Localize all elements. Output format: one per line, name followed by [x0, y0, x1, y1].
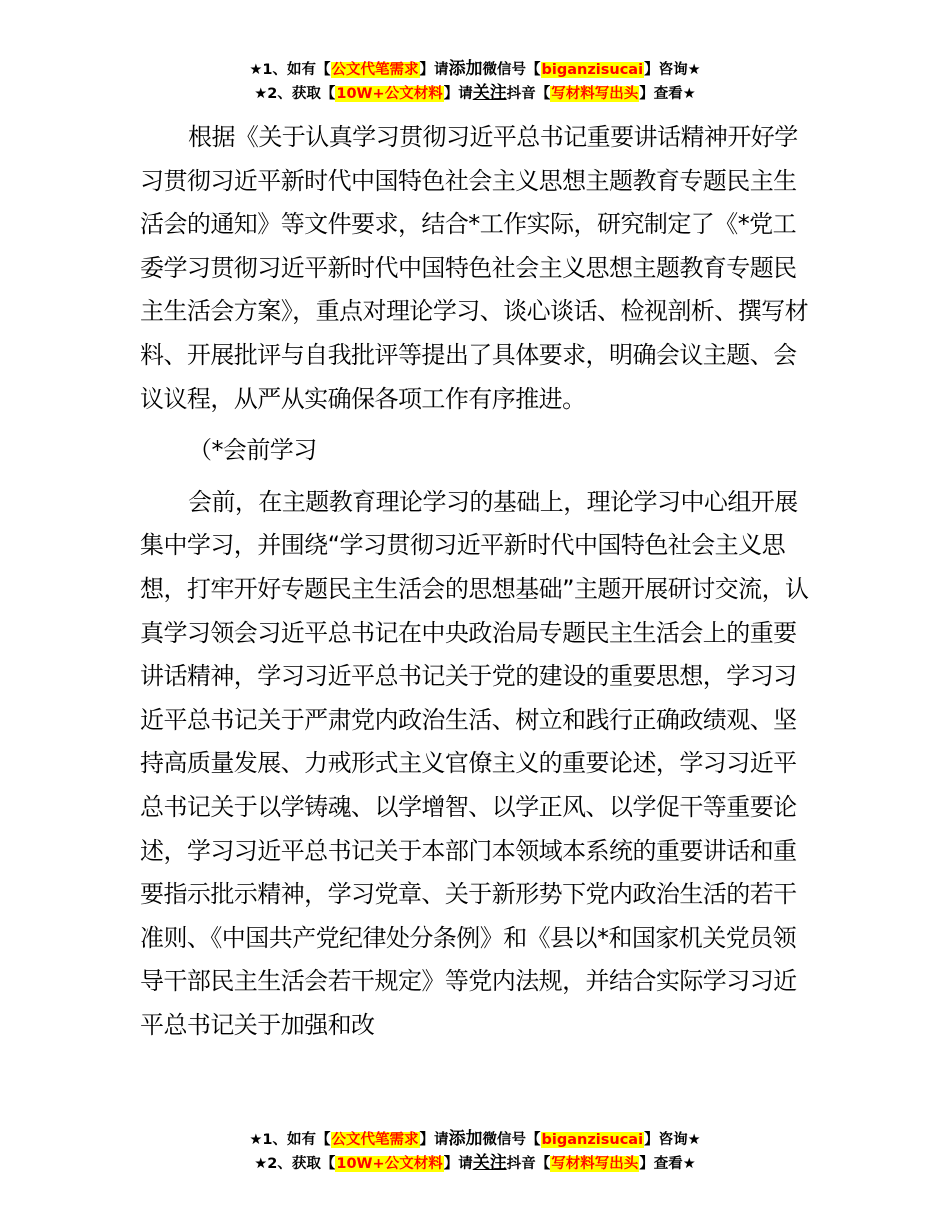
footer-banner [0, 1128, 950, 1176]
banner-text: 1、如有【 [262, 62, 331, 78]
banner-highlight: 10W+公文材料 [336, 1156, 443, 1172]
footer-banner-line-1 [0, 1128, 950, 1152]
footer-banner-line-2 [0, 1152, 950, 1176]
banner-emphasis: 添加 [448, 59, 483, 79]
banner-highlight: 10W+公文材料 [336, 86, 443, 102]
paragraph-intro: 根据《关于认真学习贯彻习近平总书记重要讲话精神开好学习贯彻习近平新时代中国特色社会主义思想主题教育专题民主生活会的通知》等文件要求，结合*工作实际，研究制定了《*党工委学习贯彻习近平新时代中国特色社会主义思想主题教育专题民主生活会方案》，重点对理论学习、谈心谈话、检视剖析、撰写材料、开展批评与自我批评等提出了具体要求，明确会议主题、会议议程，从严从实确保各项工作有序推进。 [140, 123, 809, 413]
banner-text: 抖音【 [506, 1156, 551, 1172]
banner-text: 1、如有【 [262, 1132, 331, 1148]
header-banner [0, 58, 950, 106]
banner-emphasis: 关注 [472, 1153, 507, 1173]
star-icon: ★ [254, 1156, 268, 1172]
header-banner-line-2 [0, 82, 950, 106]
star-icon: ★ [254, 86, 268, 102]
banner-emphasis: 添加 [448, 1129, 483, 1149]
star-icon: ★ [249, 1132, 263, 1148]
banner-wechat-id: biganzisucai [541, 1132, 644, 1148]
banner-text: 抖音【 [506, 86, 551, 102]
document-body [140, 116, 812, 1047]
banner-text: 2、获取【 [267, 86, 336, 102]
banner-text: 】请 [443, 1156, 473, 1172]
paragraph-study: 会前，在主题教育理论学习的基础上，理论学习中心组开展集中学习，并围绕“学习贯彻习近平新时代中国特色社会主义思想，打牢开好专题民主生活会的思想基础”主题开展研讨交流，认真学习领会习近平总书记在中央政治局专题民主生活会上的重要讲话精神，学习习近平总书记关于党的建设的重要思想，学习习近平总书记关于严肃党内政治生活、树立和践行正确政绩观、坚持高质量发展、力戒形式主义官僚主义的重要论述，学习习近平总书记关于以学铸魂、以学增智、以学正风、以学促干等重要论述，学习习近平总书记关于本部门本领域本系统的重要讲话和重要指示批示精神，学习党章、关于新形势下党内政治生活的若干准则、《中国共产党纪律处分条例》和《县以*和国家机关党员领导干部民主生活会若干规定》等党内法规，并结合实际学习习近平总书记关于加强和改 [140, 487, 809, 1039]
banner-text: 】咨询★ [644, 62, 701, 78]
banner-text: 】请 [419, 62, 449, 78]
banner-text: 微信号【 [482, 1132, 541, 1148]
star-icon: ★ [249, 62, 263, 78]
banner-highlight: 公文代笔需求 [331, 62, 419, 78]
header-banner-line-1 [0, 58, 950, 82]
section-heading: （*会前学习 [188, 436, 317, 465]
banner-text: 】请 [443, 86, 473, 102]
banner-text: 】查看★ [639, 86, 696, 102]
banner-text: 2、获取【 [267, 1156, 336, 1172]
banner-wechat-id: biganzisucai [541, 62, 644, 78]
banner-emphasis: 关注 [472, 83, 507, 103]
banner-text: 】咨询★ [644, 1132, 701, 1148]
banner-text: 】查看★ [639, 1156, 696, 1172]
banner-highlight: 公文代笔需求 [331, 1132, 419, 1148]
banner-douyin-id: 写材料写出头 [551, 86, 639, 102]
banner-douyin-id: 写材料写出头 [551, 1156, 639, 1172]
banner-text: 】请 [419, 1132, 449, 1148]
banner-text: 微信号【 [482, 62, 541, 78]
